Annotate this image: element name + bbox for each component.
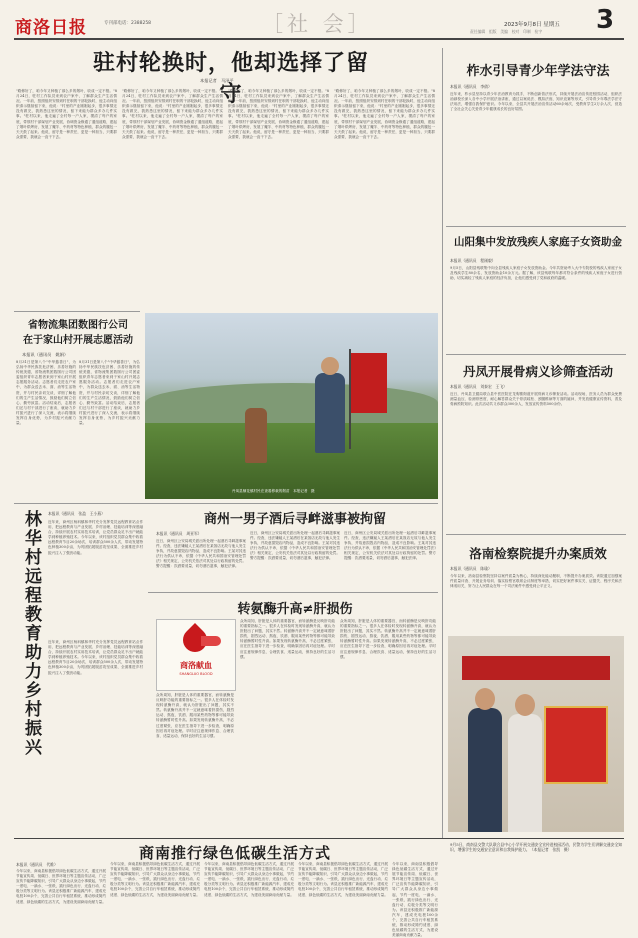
photo-person-left xyxy=(245,408,267,463)
article-danfeng-title: 丹凤开展骨病义诊筛查活动 xyxy=(462,364,613,379)
divider xyxy=(446,354,626,355)
article-drunk-body-col1: 近日，商州区公安局城关派出所处理一起酒后寻衅滋事案件。经查，违法嫌疑人王某酒后在某饭店无故与他人发生争执，并故意损毁店内物品，造成不良影响。王某对其违法行为供认不讳，依据《中华人民共和国治安管理处罚法》相关规定，公安机关依法对其处以行政拘留的处罚。警方提醒：饮酒要适量，切勿酒后滋事，触犯法律。 xyxy=(156,539,246,569)
photo-person-a xyxy=(468,708,502,832)
article-zuoshui-body: 近年来，柞水县坚持以青少年法治教育为抓手，不断创新普法形式，持续开展法治宣传进校园活动，组织法治副校长深入各中小学开展法治讲座，通过以案说法、模拟法庭、知识竞赛等形式，引导青少年尊法学法守法用法，增强自我保护意识。今年以来，全县共开展法治宣传活动60余场次，受教育学生2万余人次，营造了全社会关心关爱青少年健康成长的良好氛围。 xyxy=(450,92,622,112)
article-lowcarbon-body-col1: 今年以来，商南县积极倡导绿色低碳生活方式，通过开展节能宣传周、低碳日、世界环境日等主题宣传活动，广泛宣传节能降碳知识，引导广大群众从身边小事做起，节约一度电、一滴水、一张纸，践行绿色出行、光盘行动、垃圾分类等文明行为。该县还积极推广新能源汽车，建成充电桩100余个，完善公共自行车租赁系统，推动形成简约适度、绿色低碳的生活方式，为建设美丽商南贡献力量。 xyxy=(16,869,106,904)
article-village-body-col1: "路修好了，咱今年又种植了那么多的烟叶，收成一定不错。"8月24日，驻村工作队员来到农户家中，了解群众生产生活情况。一年前，按照组织安排到村任职的干部轮换时，他主动向组织请示继续留下来，他说："村里的产业刚刚起步，很多事情还没有做完，我熟悉这里的情况，留下来能为群众多办几件实事。"驻村以来，他走遍了全村每一户人家，摸清了每户的家底，带领村干部谋划产业发展，协调资金修通了通组道路，建起了烟叶烘烤房，发展了魔芋、中药材等特色种植，群众的腰包一天天鼓了起来。他说，留守是一种责任，更是一种担当，只要群众需要，我就会一直干下去。 xyxy=(16,89,117,139)
article-shanyang-byline: 本报讯（通讯员 程刚毅） xyxy=(450,258,496,263)
article-health-body-col0: 众所周知，肝脏是人体的重要器官，而转氨酶是反映肝功能的重要指标之一。很多人在体检时发现转氨酶升高，就认为肝脏出了问题，其实不然。转氨酶升高并不一定就意味着肝损伤，剧烈运动、熬夜、饮酒、服用某些药物等都可能导致转氨酶暂时性升高。如果发现转氨酶升高，不必过度紧张，应在医生指导下进一步检查，明确原因后再对症处理。平时应注意规律作息、合理饮食、适量运动，保持良好的生活习惯。 xyxy=(156,693,234,738)
photo-field xyxy=(145,423,438,499)
bottom-rule xyxy=(14,838,624,839)
article-linhua-title: 林华村远程教育助力乡村振兴 xyxy=(21,510,41,757)
article-drunk-body-col3: 近日，商州区公安局城关派出所处理一起酒后寻衅滋事案件。经查，违法嫌疑人王某酒后在某饭店无故与他人发生争执，并故意损毁店内物品，造成不良影响。王某对其违法行为供认不讳，依据《中华人民共和国治安管理处罚法》相关规定，公安机关依法对其处以行政拘留的处罚。警方提醒：饮酒要适量，切勿酒后滋事，触犯法律。 xyxy=(344,531,436,561)
article-luonan-body: 今年以来，洛南县检察院坚持以案件质量为核心，持续深化能动履职，不断提升办案质效。该院通过加强案件质量评查、开展业务培训、落实检察官联席会议制度等举措，切实把好案件事实关、证据关、程序关和法律适用关，努力让人民群众在每一个司法案件中感受到公平正义。 xyxy=(450,574,622,589)
blood-logo-sub: SHANGLUO BLOOD xyxy=(179,672,213,676)
article-lowcarbon-body-col4: 今年以来，商南县积极倡导绿色低碳生活方式，通过开展节能宣传周、低碳日、世界环境日等主题宣传活动，广泛宣传节能降碳知识，引导广大群众从身边小事做起，节约一度电、一滴水、一张纸，践行绿色出行、光盘行动、垃圾分类等文明行为。该县还积极推广新能源汽车，建成充电桩100余个，完善公共自行车租赁系统，推动形成简约适度、绿色低碳的生活方式，为建设美丽商南贡献力量。 xyxy=(298,862,388,897)
photo-person xyxy=(315,373,345,453)
article-village-byline: 本报记者 马泽平 xyxy=(200,78,234,83)
article-village-body-col2: "路修好了，咱今年又种植了那么多的烟叶，收成一定不错。"8月24日，驻村工作队员来到农户家中，了解群众生产生活情况。一年前，按照组织安排到村任职的干部轮换时，他主动向组织请示继续留下来，他说："村里的产业刚刚起步，很多事情还没有做完，我熟悉这里的情况，留下来能为群众多办几件实事。"驻村以来，他走遍了全村每一户人家，摸清了每户的家底，带领村干部谋划产业发展，协调资金修通了通组道路，建起了烟叶烘烤房，发展了魔芋、中药材等特色种植，群众的腰包一天天鼓了起来。他说，留守是一种责任，更是一种担当，只要群众需要，我就会一直干下去。 xyxy=(122,89,223,139)
divider xyxy=(148,592,438,593)
photo-hills xyxy=(145,383,438,423)
photo-banner xyxy=(462,656,610,680)
article-health-body-col2: 众所周知，肝脏是人体的重要器官，而转氨酶是反映肝功能的重要指标之一。很多人在体检时发现转氨酶升高，就认为肝脏出了问题，其实不然。转氨酶升高并不一定就意味着肝损伤，剧烈运动、熬夜、饮酒、服用某些药物等都可能导致转氨酶暂时性升高。如果发现转氨酶升高，不必过度紧张，应在医生指导下进一步检查，明确原因后再对症处理。平时应注意规律作息、合理饮食、适量运动，保持良好的生活习惯。 xyxy=(340,619,436,659)
blood-wing-icon xyxy=(201,636,221,646)
village-photo-caption: 丹凤县棣花镇村民在查看移栽的烟苗 本报记者 摄 xyxy=(232,489,315,493)
article-linhua-body-col1: 近年来，商州区杨斜镇林华村充分发挥党员远程教育站点作用，把远程教育与产业发展、乡村治理、技能培训等深度融合，持续开展农村实用技术培训，让党员群众足不出户就能学到种植养殖技术。今年以来，该村组织党员群众集中收看远程教育节目20余场次，培训群众500余人次，带动发展特色种植300余亩，为巩固拓展脱贫攻坚成果、全面推进乡村振兴注入了强劲动能。 xyxy=(48,520,143,555)
article-drunk-title: 商州一男子酒后寻衅滋事被拘留 xyxy=(203,512,386,527)
photo-red-flag xyxy=(351,353,387,413)
article-health-title: 转氨酶升高≠肝损伤 xyxy=(237,602,353,617)
article-village-body-col3: "路修好了，咱今年又种植了那么多的烟叶，收成一定不错。"8月24日，驻村工作队员来到农户家中，了解群众生产生活情况。一年前，按照组织安排到村任职的干部轮换时，他主动向组织请示继续留下来，他说："村里的产业刚刚起步，很多事情还没有做完，我熟悉这里的情况，留下来能为群众多办几件实事。"驻村以来，他走遍了全村每一户人家，摸清了每户的家底，带领村干部谋划产业发展，协调资金修通了通组道路，建起了烟叶烘烤房，发展了魔芋、中药材等特色种植，群众的腰包一天天鼓了起来。他说，留守是一种责任，更是一种担当，只要群众需要，我就会一直干下去。 xyxy=(228,89,329,139)
section-title: ［社 会］ xyxy=(262,12,373,36)
photo-person-b-head xyxy=(515,694,535,716)
article-logistics-byline: 本报讯（通讯员 姚娟） xyxy=(22,352,69,357)
article-logistics-body-col1: 8月31日是第八个"中华慈善日"，为弘扬中华民族扶危济困、乐善好施的传统美德，省物流集团数图行公司团委组织青年志愿者来到于家山村开展志愿服务活动。志愿者们走进农户家中，为群众送去米、面、油等生活物资，并与村民亲切交谈，详细了解他们的生产生活情况，鼓励他们树立信心、勤劳致富。活动结束后，志愿者们还与村干部进行了座谈，就助力乡村振兴进行了深入交流，表示将继续发挥自身优势，为乡村振兴贡献力量。 xyxy=(16,360,76,426)
photo-person-b xyxy=(508,714,542,832)
article-shanyang-title: 山阳集中发放残疾人家庭子女资助金 xyxy=(454,236,622,248)
article-drunk-byline: 本报讯（通讯员 周亚军） xyxy=(156,531,202,536)
article-luonan-byline: 本报讯（通讯员 陈瑜） xyxy=(450,566,492,571)
article-health-body-col1: 众所周知，肝脏是人体的重要器官，而转氨酶是反映肝功能的重要指标之一。很多人在体检时发现转氨酶升高，就认为肝脏出了问题，其实不然。转氨酶升高并不一定就意味着肝损伤，剧烈运动、熬夜、饮酒、服用某些药物等都可能导致转氨酶暂时性升高。如果发现转氨酶升高，不必过度紧张，应在医生指导下进一步检查，明确原因后再对症处理。平时应注意规律作息、合理饮食、适量运动，保持良好的生活习惯。 xyxy=(240,619,335,659)
blood-donation-logo-box xyxy=(156,619,236,691)
editor-info: 责任编辑 组版 美编 校对 印制 检字 xyxy=(470,29,543,34)
article-danfeng-byline: 本报讯（通讯员 刘泰宏 王飞） xyxy=(450,384,507,389)
article-lowcarbon-body-col5: 今年以来，商南县积极倡导绿色低碳生活方式，通过开展节能宣传周、低碳日、世界环境日等主题宣传活动，广泛宣传节能降碳知识，引导广大群众从身边小事做起，节约一度电、一滴水、一张纸，践行绿色出行、光盘行动、垃圾分类等文明行为。该县还积极推广新能源汽车，建成充电桩100余个，完善公共自行车租赁系统，推动形成简约适度、绿色低碳的生活方式，为建设美丽商南贡献力量。 xyxy=(392,862,438,938)
article-shanyang-body: 9月5日，山阳县残联集中向全县残疾人家庭子女发放资助金。今年共资助考入大中专院校的残疾人家庭子女及残疾学生80余名，发放资助金10余万元。据了解，该县残联每年都对符合条件的残疾人家庭子女进行资助，切实减轻了残疾人家庭的经济负担，让他们感受到了党和政府的温暖。 xyxy=(450,266,622,281)
article-logistics-title-line2: 在于家山村开展志愿活动 xyxy=(23,335,133,346)
column-divider xyxy=(442,48,443,838)
article-lowcarbon-body-col2: 今年以来，商南县积极倡导绿色低碳生活方式，通过开展节能宣传周、低碳日、世界环境日等主题宣传活动，广泛宣传节能降碳知识，引导广大群众从身边小事做起，节约一度电、一滴水、一张纸，践行绿色出行、光盘行动、垃圾分类等文明行为。该县还积极推广新能源汽车，建成充电桩100余个，完善公共自行车租赁系统，推动形成简约适度、绿色低碳的生活方式，为建设美丽商南贡献力量。 xyxy=(110,862,200,897)
article-lowcarbon-body-col3: 今年以来，商南县积极倡导绿色低碳生活方式，通过开展节能宣传周、低碳日、世界环境日等主题宣传活动，广泛宣传节能降碳知识，引导广大群众从身边小事做起，节约一度电、一滴水、一张纸，践行绿色出行、光盘行动、垃圾分类等文明行为。该县还积极推广新能源汽车，建成充电桩100余个，完善公共自行车租赁系统，推动形成简约适度、绿色低碳的生活方式，为建设美丽商南贡献力量。 xyxy=(204,862,294,897)
article-linhua-body-col2: 近年来，商州区杨斜镇林华村充分发挥党员远程教育站点作用，把远程教育与产业发展、乡村治理、技能培训等深度融合，持续开展农村实用技术培训，让党员群众足不出户就能学到种植养殖技术。今年以来，该村组织党员群众集中收看远程教育节目20余场次，培训群众500余人次，带动发展特色种植300余亩，为巩固拓展脱贫攻坚成果、全面推进乡村振兴注入了强劲动能。 xyxy=(48,640,143,675)
article-village-body-col4: "路修好了，咱今年又种植了那么多的烟叶，收成一定不错。"8月24日，驻村工作队员来到农户家中，了解群众生产生活情况。一年前，按照组织安排到村任职的干部轮换时，他主动向组织请示继续留下来，他说："村里的产业刚刚起步，很多事情还没有做完，我熟悉这里的情况，留下来能为群众多办几件实事。"驻村以来，他走遍了全村每一户人家，摸清了每户的家底，带领村干部谋划产业发展，协调资金修通了通组道路，建起了烟叶烘烤房，发展了魔芋、中药材等特色种植，群众的腰包一天天鼓了起来。他说，留守是一种责任，更是一种担当，只要群众需要，我就会一直干下去。 xyxy=(334,89,435,139)
blood-logo-name: 商洛献血 xyxy=(180,661,212,670)
article-danfeng-body: 近日，丹凤县卫健局联合县中医医院在龙驹寨街道开展骨病义诊筛查活动。活动现场，医务人员为群众免费测量血压、检测骨密度，耐心解答群众关于骨质疏松、颈腰椎病等方面的疑问，并发放健康宣传资料，普及骨病预防知识。此次活动共义诊群众300余人，发放宣传资料500余份。 xyxy=(450,392,622,407)
photo-flag-pole xyxy=(349,349,351,449)
divider xyxy=(446,226,626,227)
article-zuoshui-title: 柞水引导青少年学法守法 xyxy=(466,64,610,79)
divider xyxy=(14,503,438,504)
article-logistics-title-line1: 省物流集团数图行公司 xyxy=(28,320,128,331)
newspaper-logo: 商洛日报 xyxy=(15,18,87,38)
bottom-photo-caption: 9月5日，商南县交警大队联合县中心小学开展交通安全宣传进校园活动，民警为学生们讲解交通安全知识，增强学生的交通安全意识和自我保护能力。（本报记者 张凯 摄） xyxy=(450,842,622,853)
village-photo xyxy=(145,313,438,499)
article-linhua-byline: 本报讯（通讯员 张盈 王小燕） xyxy=(48,511,105,516)
article-village-title: 驻村轮换时，他却选择了留守 xyxy=(92,50,369,107)
edition-info: 专刊部电话：2388258 xyxy=(104,21,152,26)
article-lowcarbon-byline: 本报讯（通讯员 代维） xyxy=(16,862,58,867)
luonan-photo xyxy=(448,636,624,832)
page-number: 3 xyxy=(596,5,615,35)
photo-plaque xyxy=(544,706,608,784)
divider xyxy=(14,311,140,312)
article-logistics-body-col2: 8月31日是第八个"中华慈善日"，为弘扬中华民族扶危济困、乐善好施的传统美德，省物流集团数图行公司团委组织青年志愿者来到于家山村开展志愿服务活动。志愿者们走进农户家中，为群众送去米、面、油等生活物资，并与村民亲切交谈，详细了解他们的生产生活情况，鼓励他们树立信心、勤劳致富。活动结束后，志愿者们还与村干部进行了座谈，就助力乡村振兴进行了深入交流，表示将继续发挥自身优势，为乡村振兴贡献力量。 xyxy=(79,360,140,426)
masthead-rule xyxy=(14,38,624,40)
article-drunk-body-col2: 近日，商州区公安局城关派出所处理一起酒后寻衅滋事案件。经查，违法嫌疑人王某酒后在某饭店无故与他人发生争执，并故意损毁店内物品，造成不良影响。王某对其违法行为供认不讳，依据《中华人民共和国治安管理处罚法》相关规定，公安机关依法对其处以行政拘留的处罚。警方提醒：饮酒要适量，切勿酒后滋事，触犯法律。 xyxy=(250,531,340,561)
photo-person-head xyxy=(321,357,339,375)
article-zuoshui-byline: 本报讯（通讯员 李倩） xyxy=(450,84,492,89)
article-lowcarbon-title: 商南推行绿色低碳生活方式 xyxy=(138,844,331,862)
article-luonan-title: 洛南检察院提升办案质效 xyxy=(469,546,607,561)
issue-date: 2023年9月8日 星期五 xyxy=(504,22,560,28)
divider xyxy=(446,534,626,535)
photo-person-a-head xyxy=(475,688,495,710)
